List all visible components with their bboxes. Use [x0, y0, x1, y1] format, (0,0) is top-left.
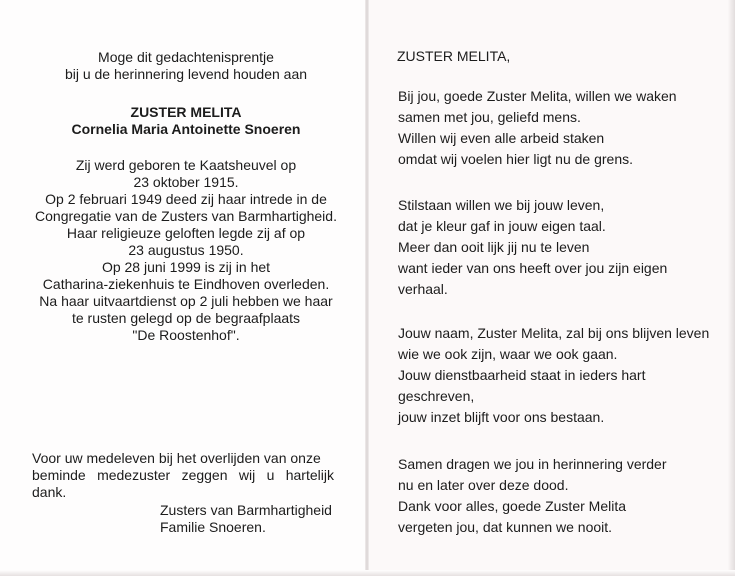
poem-line: omdat wij voelen hier ligt nu de grens. — [398, 151, 634, 167]
poem-line: wie we ook zijn, waar we ook gaan. — [398, 346, 618, 362]
poem-line: geschreven, — [398, 388, 475, 404]
poem-heading: ZUSTER MELITA, — [397, 48, 511, 64]
bio-line: "De Roostenhof". — [132, 327, 240, 343]
poem-line: Meer dan ooit lijk jij nu te leven — [398, 239, 590, 255]
bio-line: 23 augustus 1950. — [128, 242, 244, 258]
condolence-word: medezuster — [97, 467, 171, 483]
condolence-word: beminde — [32, 467, 86, 483]
poem-stanza — [398, 323, 709, 428]
bio-line: Op 2 februari 1949 deed zij haar intrede in de — [45, 191, 327, 207]
condolence-word: u — [266, 467, 275, 483]
poem-stanza — [398, 454, 667, 538]
condolence-line: Voor uw medeleven bij het overlijden van onze — [32, 450, 321, 466]
poem-line: want ieder van ons heeft over jou zijn eigen — [398, 260, 668, 276]
poem-line: Dank voor alles, goede Zuster Melita — [398, 498, 626, 514]
bio-line: 23 oktober 1915. — [133, 174, 239, 190]
poem-line: samen met jou, geliefd mens. — [398, 109, 581, 125]
condolence-word: hartelijk — [285, 467, 334, 483]
poem-line: Jouw dienstbaarheid staat in ieders hart — [398, 367, 646, 383]
signature-line: Zusters van Barmhartigheid — [160, 502, 332, 518]
intro-text — [30, 49, 342, 83]
bio-line: Na haar uitvaartdienst op 2 juli hebben we haar — [39, 293, 333, 309]
condolence-line-justified — [32, 467, 334, 484]
poem-line: jouw inzet blijft voor ons bestaan. — [398, 409, 605, 425]
signature-line: Familie Snoeren. — [160, 519, 266, 535]
poem-line: vergeten jou, dat kunnen we nooit. — [398, 519, 613, 535]
condolence-line: dank. — [32, 484, 67, 500]
bio-line: Congregatie van de Zusters van Barmhartigheid. — [35, 208, 337, 224]
bio-line: Catharina-ziekenhuis te Eindhoven overleden. — [42, 276, 330, 292]
poem-line: dat je kleur gaf in jouw eigen taal. — [398, 218, 606, 234]
bio-line: Op 28 juni 1999 is zij in het — [101, 259, 271, 275]
biography — [30, 157, 342, 344]
poem-stanza — [398, 86, 677, 170]
poem-line: Bij jou, goede Zuster Melita, willen we waken — [398, 88, 677, 104]
bio-line: te rusten gelegd op de begraafplaats — [71, 310, 301, 326]
poem-line: Willen wij even alle arbeid staken — [398, 130, 605, 146]
condolence-word: wij — [238, 467, 256, 483]
poem-line: nu en later over deze dood. — [398, 477, 569, 493]
signature — [160, 502, 332, 536]
condolence-note — [32, 450, 334, 501]
poem-line: Samen dragen we jou in herinnering verder — [398, 456, 667, 472]
bottom-edge-shadow — [0, 570, 735, 576]
poem-line: Stilstaan willen we bij jouw leven, — [398, 197, 605, 213]
poem-line: Jouw naam, Zuster Melita, zal bij ons blijven leven — [398, 325, 710, 341]
intro-line: Moge dit gedachtenisprentje — [98, 49, 274, 65]
deceased-title — [30, 104, 342, 138]
religious-name: ZUSTER MELITA — [130, 104, 242, 120]
right-edge-shadow — [728, 0, 735, 576]
full-name: Cornelia Maria Antoinette Snoeren — [71, 121, 301, 137]
condolence-word: zeggen — [181, 467, 228, 483]
poem-line: verhaal. — [398, 281, 448, 297]
poem-stanza — [398, 195, 667, 300]
center-fold — [365, 0, 369, 576]
intro-line: bij u de herinnering levend houden aan — [64, 66, 308, 82]
bio-line: Zij werd geboren te Kaatsheuvel op — [75, 157, 297, 173]
bio-line: Haar religieuze geloften legde zij af op — [66, 225, 306, 241]
